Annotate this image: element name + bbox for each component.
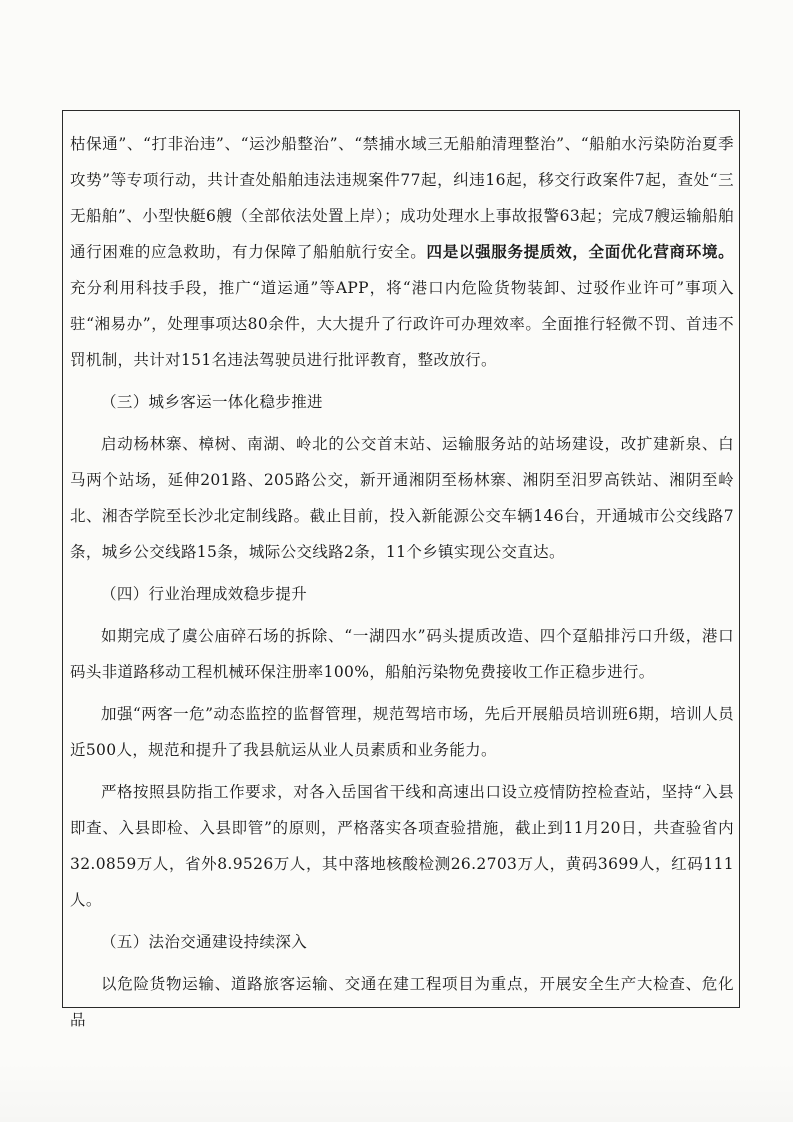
section-heading-5: （五）法治交通建设持续深入 <box>101 933 308 951</box>
scan-shadow <box>0 1060 793 1122</box>
section-heading-4: （四）行业治理成效稳步提升 <box>101 585 308 603</box>
paragraph-bold-heading: 四是以强服务提质效，全面优化营商环境。 <box>426 242 734 261</box>
paragraph-enforcement-continued <box>70 126 734 378</box>
paragraph-governance-a: 如期完成了虞公庙碎石场的拆除、“一湖四水”码头提质改造、四个趸船排污口升级，港口码头非道路移动工程机械环保注册率100%，船舶污染物免费接收工作正稳步进行。 <box>70 627 734 681</box>
section-heading-3: （三）城乡客运一体化稳步推进 <box>101 393 323 411</box>
paragraph-epidemic-control: 严格按照县防指工作要求，对各入岳国省干线和高速出口设立疫情防控检查站，坚持“入县即查、入县即检、入县即管”的原则，严格落实各项查验措施，截止到11月20日，共查验省内32.0859万人，省外8.9526万人，其中落地核酸检测26.2703万人，黄码3699人，红码111人。 <box>70 783 734 909</box>
paragraph-rule-of-law: 以危险货物运输、道路旅客运输、交通在建工程项目为重点，开展安全生产大检查、危化品 <box>70 975 734 1029</box>
document-body <box>70 126 734 1038</box>
paragraph-governance-b: 加强“两客一危”动态监控的监督管理，规范驾培市场，先后开展船员培训班6期，培训人员近500人，规范和提升了我县航运从业人员素质和业务能力。 <box>70 705 734 759</box>
paragraph-passenger-transport: 启动杨林寨、樟树、南湖、岭北的公交首末站、运输服务站的站场建设，改扩建新泉、白马两个站场，延伸201路、205路公交，新开通湘阴至杨林寨、湘阴至汨罗高铁站、湘阴至岭北、湘杏学院至长沙北定制线路。截止目前，投入新能源公交车辆146台，开通城市公交线路7条，城乡公交线路15条，城际公交线路2条，11个乡镇实现公交直达。 <box>70 435 734 561</box>
paragraph-text: 枯保通”、“打非治违”、“运沙船整治”、“禁捕水域三无船舶清理整治”、“船舶水污染防治夏季攻势”等专项行动，共计查处船舶违法违规案件77起，纠违16起，移交行政案件7起，查处“三无船舶”、小型快艇6艘（全部依法处置上岸）；成功处理水上事故报警63起；完成7艘运输船舶通行困难的应急救助，有力保障了船舶航行安全。 <box>70 135 734 261</box>
paragraph-text: 充分利用科技手段，推广“道运通”等APP，将“港口内危险货物装卸、过驳作业许可”事项入驻“湘易办”，处理事项达80余件，大大提升了行政许可办理效率。全面推行轻微不罚、首违不罚机制，共计对151名违法驾驶员进行批评教育，整改放行。 <box>70 279 734 369</box>
